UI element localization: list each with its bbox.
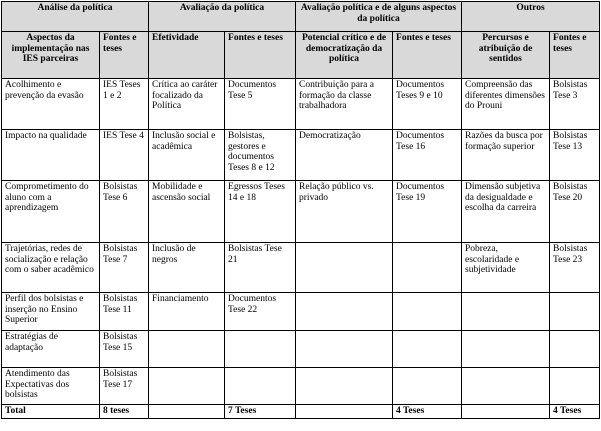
subheader-fontes-1: Fontes e teses <box>100 32 149 79</box>
table-cell <box>393 293 462 331</box>
table-cell: Trajetórias, redes de socialização e relação com o saber acadêmico <box>2 243 100 293</box>
table-cell: Atendimento das Expectativas dos bolsistas <box>2 368 100 405</box>
table-cell <box>462 293 550 331</box>
table-cell <box>393 243 462 293</box>
table-cell: Inclusão de negros <box>149 243 225 293</box>
subheader-fontes-3: Fontes e teses <box>393 32 462 79</box>
table-cell <box>296 293 393 331</box>
table-cell: Documentos Tese 22 <box>225 293 296 331</box>
table-cell: Crítica ao caráter focalizado da Política <box>149 79 225 130</box>
subheader-fontes-2: Fontes e teses <box>225 32 296 79</box>
table-cell: Bolsistas Tese 11 <box>100 293 149 331</box>
subheader-potencial-critico: Potencial crítico e de democratização da política <box>296 32 393 79</box>
total-value: 7 Teses <box>225 405 296 419</box>
table-cell: Documentos Tese 16 <box>393 130 462 181</box>
total-empty <box>296 405 393 419</box>
table-cell <box>462 331 550 368</box>
table-cell <box>550 293 600 331</box>
table-cell: Acolhimento e prevenção da evasão <box>2 79 100 130</box>
total-row <box>2 405 600 419</box>
group-header-avaliacao: Avaliação da política <box>149 2 296 32</box>
table-cell: Pobreza, escolaridade e subjetividade <box>462 243 550 293</box>
table-cell: Documentos Tese 19 <box>393 181 462 243</box>
table-row <box>2 368 600 405</box>
table-cell <box>296 368 393 405</box>
table-cell <box>149 331 225 368</box>
table-cell <box>225 368 296 405</box>
table-cell: Compreensão das diferentes dimensões do Prouni <box>462 79 550 130</box>
table-cell: Mobilidade e ascensão social <box>149 181 225 243</box>
group-header-avaliacao-aspectos: Avaliação política e de alguns aspectos da política <box>296 2 462 32</box>
table-cell: Comprometimento do aluno com a aprendizagem <box>2 181 100 243</box>
table-cell: Bolsistas Tese 21 <box>225 243 296 293</box>
table-cell: Financiamento <box>149 293 225 331</box>
table-cell <box>393 368 462 405</box>
table-cell: Egressos Teses 14 e 18 <box>225 181 296 243</box>
table-row <box>2 79 600 130</box>
group-header-outros: Outros <box>462 2 600 32</box>
table-cell <box>550 331 600 368</box>
table-row <box>2 331 600 368</box>
table-cell: Inclusão social e acadêmica <box>149 130 225 181</box>
table-row <box>2 293 600 331</box>
table-cell: Dimensão subjetiva da desigualdade e escolha da carreira <box>462 181 550 243</box>
table-cell: IES Teses 1 e 2 <box>100 79 149 130</box>
table-cell <box>550 368 600 405</box>
subheader-aspectos: Aspectos da implementação nas IES parceiras <box>2 32 100 79</box>
subheader-fontes-4: Fontes e teses <box>550 32 600 79</box>
total-value: 8 teses <box>100 405 149 419</box>
table-cell: Perfil dos bolsistas e inserção no Ensino Superior <box>2 293 100 331</box>
total-value: 4 Teses <box>550 405 600 419</box>
table-row <box>2 181 600 243</box>
table-row <box>2 243 600 293</box>
total-value: 4 Teses <box>393 405 462 419</box>
table-row <box>2 130 600 181</box>
table-cell <box>225 331 296 368</box>
table-cell: IES Tese 4 <box>100 130 149 181</box>
table-cell <box>462 368 550 405</box>
subheader-efetividade: Efetividade <box>149 32 225 79</box>
table-cell: Bolsistas Tese 23 <box>550 243 600 293</box>
table-cell: Democratização <box>296 130 393 181</box>
table-cell: Bolsistas Tese 13 <box>550 130 600 181</box>
table-cell <box>296 243 393 293</box>
total-empty <box>149 405 225 419</box>
table-cell: Bolsistas, gestores e documentos Teses 8 e 12 <box>225 130 296 181</box>
table-cell: Razões da busca por formação superior <box>462 130 550 181</box>
table-cell: Documentos Tese 5 <box>225 79 296 130</box>
table-cell: Impacto na qualidade <box>2 130 100 181</box>
table-cell: Bolsistas Tese 15 <box>100 331 149 368</box>
table-cell <box>149 368 225 405</box>
total-label: Total <box>2 405 100 419</box>
table-cell: Bolsistas Tese 7 <box>100 243 149 293</box>
table-cell: Contribuição para a formação da classe trabalhadora <box>296 79 393 130</box>
table-cell: Bolsistas Tese 3 <box>550 79 600 130</box>
subheader-row <box>2 32 600 79</box>
table-cell: Documentos Teses 9 e 10 <box>393 79 462 130</box>
group-header-analise: Análise da política <box>2 2 149 32</box>
table-cell: Bolsistas Tese 6 <box>100 181 149 243</box>
total-empty <box>462 405 550 419</box>
subheader-percursos: Percursos e atribuição de sentidos <box>462 32 550 79</box>
theses-classification-table <box>1 1 600 419</box>
group-header-row <box>2 2 600 32</box>
table-cell: Estratégias de adaptação <box>2 331 100 368</box>
table-cell: Relação público vs. privado <box>296 181 393 243</box>
table-cell: Bolsistas Tese 20 <box>550 181 600 243</box>
table-cell: Bolsistas Tese 17 <box>100 368 149 405</box>
table-cell <box>296 331 393 368</box>
table-cell <box>393 331 462 368</box>
